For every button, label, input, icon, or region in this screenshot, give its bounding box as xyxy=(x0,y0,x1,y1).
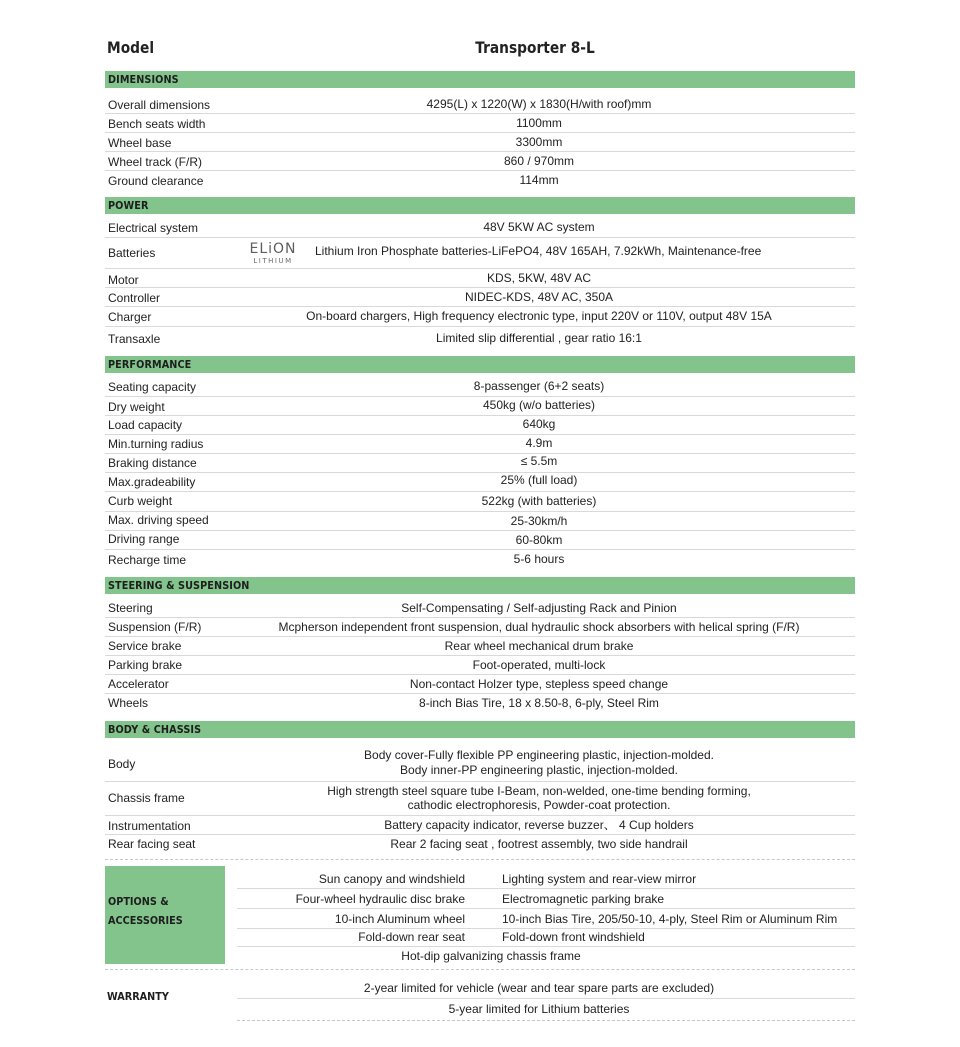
text-value: Non-contact Holzer type, stepless speed change xyxy=(409,677,669,691)
text-value: Limited slip differential , gear ratio 16:1 xyxy=(436,331,642,345)
text-value: Rear 2 facing seat , footrest assembly, two side handrail xyxy=(390,837,688,851)
spec-row xyxy=(105,816,855,835)
section-body-chassis xyxy=(105,721,855,738)
text-value: 114mm xyxy=(519,173,559,187)
option-row xyxy=(237,927,855,947)
text-value: ELiON xyxy=(249,241,297,257)
model-name: Transporter 8-L xyxy=(475,38,595,57)
spec-row xyxy=(105,288,855,307)
text-value: 522kg (with batteries) xyxy=(481,494,597,508)
text-value: Wheel track (F/R) xyxy=(108,155,203,169)
option-row xyxy=(237,946,855,965)
text-value: Batteries xyxy=(108,246,156,260)
text-value: Lighting system and rear-view mirror xyxy=(502,872,697,886)
text-value: Curb weight xyxy=(108,494,173,508)
spec-row xyxy=(105,598,855,618)
spec-row xyxy=(105,742,855,782)
text-value: Bench seats width xyxy=(108,117,206,131)
text-value: ≤ 5.5m xyxy=(520,454,558,468)
text-value: Mcpherson independent front suspension, dual hydraulic shock absorbers with helical spring (F/R) xyxy=(278,620,800,634)
text-value: 5-6 hours xyxy=(513,552,565,566)
text-value: Max.gradeability xyxy=(108,475,196,489)
text-value: Foot-operated, multi-lock xyxy=(472,658,606,672)
text-value: cathodic electrophoresis, Powder-coat protection. xyxy=(407,798,671,812)
model-header xyxy=(105,38,855,60)
divider xyxy=(105,859,855,860)
section-power xyxy=(105,197,855,214)
spec-row xyxy=(105,637,855,656)
text-value: Lithium Iron Phosphate batteries-LiFePO4, 48V 165AH, 7.92kWh, Maintenance-free xyxy=(315,244,762,258)
text-value: Transaxle xyxy=(108,332,161,346)
text-value: POWER xyxy=(108,199,149,212)
spec-row xyxy=(105,238,855,269)
text-value: DIMENSIONS xyxy=(108,73,179,86)
text-value: Recharge time xyxy=(108,553,187,567)
spec-row xyxy=(105,218,855,238)
spec-row xyxy=(105,307,855,327)
options-label-box xyxy=(105,866,225,964)
text-value: Electromagnetic parking brake xyxy=(502,892,665,906)
text-value: Body xyxy=(108,757,136,771)
option-row xyxy=(237,869,855,889)
text-value: 60-80km xyxy=(515,533,563,547)
text-value: 3300mm xyxy=(515,135,563,149)
text-value: Rear facing seat xyxy=(108,837,196,851)
text-value: Battery capacity indicator, reverse buzzer、 4 Cup holders xyxy=(384,818,694,832)
text-value: Fold-down front windshield xyxy=(502,930,645,944)
text-value: Motor xyxy=(108,273,139,287)
warranty-row xyxy=(237,999,855,1021)
warranty-row xyxy=(237,978,855,999)
text-value: BODY & CHASSIS xyxy=(108,723,202,736)
text-value: 8-passenger (6+2 seats) xyxy=(473,379,605,393)
text-value: Parking brake xyxy=(108,658,183,672)
text-value: Accelerator xyxy=(108,677,169,691)
text-value: Electrical system xyxy=(108,221,199,235)
text-value: Wheel base xyxy=(108,136,172,150)
text-value: PERFORMANCE xyxy=(108,358,192,371)
text-value: 10-inch Aluminum wheel xyxy=(334,912,465,926)
text-value: Rear wheel mechanical drum brake xyxy=(444,639,634,653)
text-value: High strength steel square tube I-Beam, non-welded, one-time bending forming, xyxy=(327,784,751,798)
text-value: Fold-down rear seat xyxy=(358,930,465,944)
text-value: 48V 5KW AC system xyxy=(483,220,595,234)
text-value: 450kg (w/o batteries) xyxy=(482,398,596,412)
text-value: Dry weight xyxy=(108,400,165,414)
spec-row xyxy=(105,675,855,694)
text-value: Max. driving speed xyxy=(108,513,209,527)
text-value: 860 / 970mm xyxy=(503,154,575,168)
text-value: Seating capacity xyxy=(108,380,197,394)
warranty-label: WARRANTY xyxy=(107,990,169,1003)
text-value: OPTIONS & xyxy=(108,895,169,908)
text-value: 640kg xyxy=(522,417,556,431)
spec-row xyxy=(105,171,855,190)
text-value: On-board chargers, High frequency electronic type, input 220V or 110V, output 48V 15A xyxy=(306,309,772,323)
text-value: Chassis frame xyxy=(108,791,185,805)
text-value: Self-Compensating / Self-adjusting Rack and Pinion xyxy=(401,601,677,615)
text-value: KDS, 5KW, 48V AC xyxy=(486,271,592,285)
spec-row xyxy=(105,492,855,512)
text-value: Overall dimensions xyxy=(108,98,211,112)
model-label: Model xyxy=(107,38,155,57)
text-value: Ground clearance xyxy=(108,174,204,188)
text-value: Steering xyxy=(108,601,153,615)
elion-lithium-logo xyxy=(243,239,303,265)
option-row xyxy=(237,889,855,909)
text-value: ACCESSORIES xyxy=(108,914,183,927)
text-value: Body inner-PP engineering plastic, injection-molded. xyxy=(400,763,678,777)
spec-row xyxy=(105,114,855,133)
section-performance xyxy=(105,356,855,373)
option-row xyxy=(237,909,855,929)
spec-row xyxy=(105,152,855,171)
text-value: 25% (full load) xyxy=(500,473,578,487)
spec-row xyxy=(105,435,855,454)
spec-row xyxy=(105,694,855,713)
spec-row xyxy=(105,416,855,435)
text-value: Min.turning radius xyxy=(108,437,204,451)
text-value: STEERING & SUSPENSION xyxy=(108,579,250,592)
spec-row xyxy=(105,531,855,550)
text-value: Controller xyxy=(108,291,161,305)
spec-row xyxy=(105,327,855,348)
spec-row xyxy=(105,133,855,152)
spec-row xyxy=(105,835,855,854)
spec-row xyxy=(105,782,855,816)
text-value: Instrumentation xyxy=(108,819,191,833)
text-value: Braking distance xyxy=(108,456,197,470)
text-value: Load capacity xyxy=(108,418,183,432)
spec-row xyxy=(105,397,855,416)
text-value: 4.9m xyxy=(525,436,553,450)
spec-row xyxy=(105,454,855,473)
text-value: Four-wheel hydraulic disc brake xyxy=(295,892,465,906)
text-value: Body cover-Fully flexible PP engineering plastic, injection-molded. xyxy=(364,748,714,762)
text-value: 5-year limited for Lithium batteries xyxy=(448,1002,630,1016)
text-value: 4295(L) x 1220(W) x 1830(H/with roof)mm xyxy=(426,97,652,111)
divider xyxy=(105,969,855,970)
section-dimensions xyxy=(105,71,855,88)
text-value: 8-inch Bias Tire, 18 x 8.50-8, 6-ply, Steel Rim xyxy=(419,696,659,710)
spec-row xyxy=(105,377,855,397)
text-value: 10-inch Bias Tire, 205/50-10, 4-ply, Steel Rim or Aluminum Rim xyxy=(502,912,838,926)
text-value: Service brake xyxy=(108,639,182,653)
text-value: Wheels xyxy=(108,696,149,710)
text-value: 25-30km/h xyxy=(510,514,568,528)
text-value: LITHIUM xyxy=(253,257,293,265)
text-value: Sun canopy and windshield xyxy=(318,872,465,886)
text-value: 2-year limited for vehicle (wear and tear spare parts are excluded) xyxy=(363,981,715,995)
spec-row xyxy=(105,656,855,675)
spec-row xyxy=(105,94,855,114)
spec-row xyxy=(105,512,855,531)
spec-row xyxy=(105,269,855,288)
spec-row xyxy=(105,618,855,637)
text-value: Suspension (F/R) xyxy=(108,620,202,634)
text-value: Driving range xyxy=(108,532,180,546)
text-value: Hot-dip galvanizing chassis frame xyxy=(401,949,581,963)
text-value: Charger xyxy=(108,310,152,324)
spec-row xyxy=(105,550,855,570)
text-value: NIDEC-KDS, 48V AC, 350A xyxy=(464,290,614,304)
section-steering-suspension xyxy=(105,577,855,594)
text-value: 1100mm xyxy=(516,116,562,130)
spec-row xyxy=(105,473,855,492)
